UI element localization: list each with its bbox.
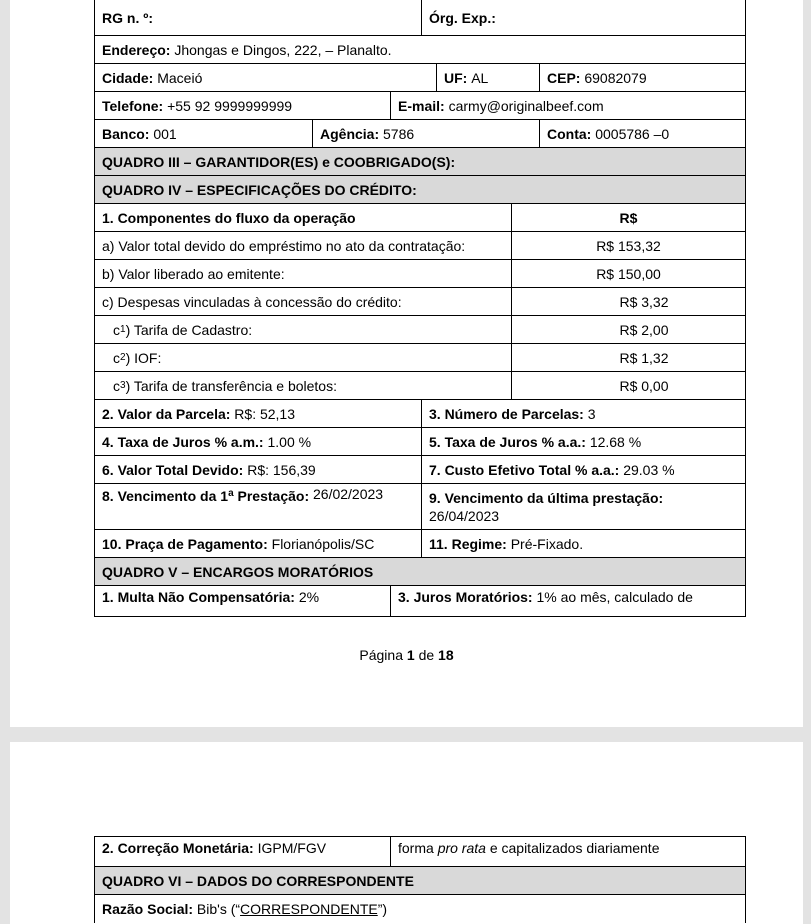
parcela-cell [95,400,421,427]
uf-label: UF: [444,69,468,86]
regime-label: 11. Regime: [429,535,507,552]
total-row [94,456,746,484]
fluxo-subitem-c3 [94,372,746,400]
venc-ult-label: 9. Vencimento da última prestação: [429,489,664,506]
parcela-row [94,400,746,428]
org-exp-cell [421,0,745,35]
endereco-value: Jhongas e Dingos, 222, – Planalto. [174,41,392,58]
num-parcelas-value: 3 [587,405,596,422]
correcao-row [94,836,746,867]
email-cell [390,92,745,119]
correcao-cell [95,837,390,866]
cet-cell [421,456,745,483]
juros-aa-value: 12.68 % [589,433,642,450]
fluxo-subitem-c3-sub: 3 [120,379,126,391]
venc1-label-b: Prestação: [233,488,310,504]
multa-label: 1. Multa Não Compensatória: [102,589,295,605]
fluxo-item-a-value: R$ 153,32 [511,232,745,259]
telefone-row [94,92,746,120]
cep-label: CEP: [547,69,581,86]
continuation-italic: pro rata [437,840,486,856]
num-parcelas-cell [421,400,745,427]
cidade-label: Cidade: [102,69,154,86]
razao-cell [95,895,745,923]
rg-row [94,0,746,36]
fluxo-subitem-c1-value: R$ 2,00 [511,316,745,343]
email-value: carmy@originalbeef.com [448,97,604,114]
fluxo-header-label: 1. Componentes do fluxo da operação [102,209,356,226]
praca-cell [95,530,421,557]
praca-value: Florianópolis/SC [271,535,375,552]
cidade-row [94,64,746,92]
rg-cell [95,0,421,35]
razao-value-underlined: CORRESPONDENTE [240,901,378,917]
venc-ult-value: 26/04/2023 [429,507,500,524]
banco-value: 001 [153,125,177,142]
venc1-cell [95,484,421,529]
praca-row [94,530,746,558]
contract-table [94,0,746,617]
footer-total-pages: 18 [438,647,454,663]
contract-table-continued [94,836,746,923]
fluxo-item-a-label: a) Valor total devido do empréstimo no ato da contratação: [102,237,466,254]
juros-mora-continuation [390,837,745,866]
footer-of: de [418,647,435,663]
regime-value: Pré-Fixado. [510,535,584,552]
fluxo-item-b-label: b) Valor liberado ao emitente: [102,265,285,282]
correcao-value: IGPM/FGV [257,840,327,856]
total-cell [95,456,421,483]
quadro-v-heading [94,558,746,586]
footer-current-page: 1 [406,647,415,663]
fluxo-subitem-c1 [94,316,746,344]
footer-prefix: Página [359,647,403,663]
fluxo-subitem-c2-label: ) IOF: [125,349,162,366]
telefone-value: +55 92 9999999999 [167,97,293,114]
quadro-iv-heading [94,176,746,204]
num-parcelas-label: 3. Número de Parcelas: [429,405,584,422]
juros-aa-label: 5. Taxa de Juros % a.a.: [429,433,586,450]
fluxo-item-c-label: c) Despesas vinculadas à concessão do crédito: [102,293,402,310]
encargos-row [94,586,746,617]
razao-row [94,895,746,923]
juros-am-value: 1.00 % [267,433,312,450]
vencimento-row [94,484,746,530]
parcela-value: R$: 52,13 [234,405,296,422]
venc1-label-sup: a [228,488,234,499]
total-label: 6. Valor Total Devido: [102,461,244,478]
document-page-1 [10,0,803,727]
cidade-cell [95,64,436,91]
org-exp-label: Órg. Exp.: [429,10,496,26]
quadro-iv-title: QUADRO IV – ESPECIFICAÇÕES DO CRÉDITO: [102,181,417,198]
email-label: E-mail: [398,97,445,114]
parcela-label: 2. Valor da Parcela: [102,405,231,422]
juros-am-cell [95,428,421,455]
razao-label: Razão Social: [102,901,194,917]
multa-value: 2% [298,589,320,605]
fluxo-subitem-c1-prefix: c [113,321,120,338]
fluxo-header-currency: R$ [619,209,638,226]
continuation-b: e capitalizados diariamente [489,840,660,856]
fluxo-subitem-c1-label-cell [95,316,511,343]
page-footer [10,647,803,663]
juros-row [94,428,746,456]
telefone-label: Telefone: [102,97,164,114]
fluxo-header-currency-cell [511,204,745,231]
cet-value: 29.03 % [623,461,675,478]
razao-value-a: Bib's (“ [196,901,241,917]
fluxo-subitem-c2-value: R$ 1,32 [511,344,745,371]
venc1-label-a: 8. Vencimento da 1 [102,488,229,504]
agencia-label: Agência: [320,125,380,142]
fluxo-subitem-c3-label: ) Tarifa de transferência e boletos: [125,377,337,394]
conta-label: Conta: [547,125,592,142]
fluxo-subitem-c2 [94,344,746,372]
venc-ult-cell [421,484,745,529]
fluxo-item-c-value: R$ 3,32 [511,288,745,315]
fluxo-item-b-value: R$ 150,00 [511,260,745,287]
document-page-2 [10,742,803,924]
fluxo-item-b [94,260,746,288]
agencia-cell [312,120,539,147]
fluxo-header-label-cell [95,204,511,231]
fluxo-subitem-c3-label-cell [95,372,511,399]
cep-value: 69082079 [584,69,647,86]
endereco-label: Endereço: [102,41,171,58]
fluxo-item-c [94,288,746,316]
conta-value: 0005786 –0 [595,125,670,142]
uf-cell [436,64,539,91]
cep-cell [539,64,745,91]
banco-row [94,120,746,148]
fluxo-subitem-c3-prefix: c [113,377,120,394]
agencia-value: 5786 [383,125,415,142]
juros-mora-label: 3. Juros Moratórios: [398,589,533,605]
razao-value-b: ”) [377,901,388,917]
quadro-iii-heading [94,148,746,176]
cidade-value: Maceió [157,69,203,86]
quadro-vi-title: QUADRO VI – DADOS DO CORRESPONDENTE [102,872,414,889]
fluxo-subitem-c2-label-cell [95,344,511,371]
quadro-vi-heading [94,867,746,895]
uf-value: AL [471,69,489,86]
venc1-value: 26/02/2023 [313,486,384,502]
fluxo-subitem-c1-label: ) Tarifa de Cadastro: [125,321,253,338]
conta-cell [539,120,745,147]
quadro-iii-title: QUADRO III – GARANTIDOR(ES) e COOBRIGADO(S): [102,153,456,170]
fluxo-subitem-c2-sub: 2 [120,351,126,363]
venc1-label [102,485,309,505]
cet-label: 7. Custo Efetivo Total % a.a.: [429,461,620,478]
regime-cell [421,530,745,557]
banco-label: Banco: [102,125,150,142]
multa-cell [95,586,390,616]
fluxo-subitem-c3-value: R$ 0,00 [511,372,745,399]
banco-cell [95,120,312,147]
fluxo-subitem-c1-sub: 1 [120,323,126,335]
endereco-row [94,36,746,64]
endereco-cell [95,36,745,63]
fluxo-subitem-c2-prefix: c [113,349,120,366]
fluxo-header-row [94,204,746,232]
juros-am-label: 4. Taxa de Juros % a.m.: [102,433,264,450]
rg-label: RG n. º: [102,10,153,26]
praca-label: 10. Praça de Pagamento: [102,535,268,552]
correcao-label: 2. Correção Monetária: [102,840,254,856]
juros-aa-cell [421,428,745,455]
telefone-cell [95,92,390,119]
continuation-a: forma [398,840,434,856]
juros-mora-cell [390,586,745,616]
quadro-v-title: QUADRO V – ENCARGOS MORATÓRIOS [102,563,374,580]
fluxo-item-a [94,232,746,260]
juros-mora-value: 1% ao mês, calculado de [536,589,693,605]
total-value: R$: 156,39 [247,461,316,478]
